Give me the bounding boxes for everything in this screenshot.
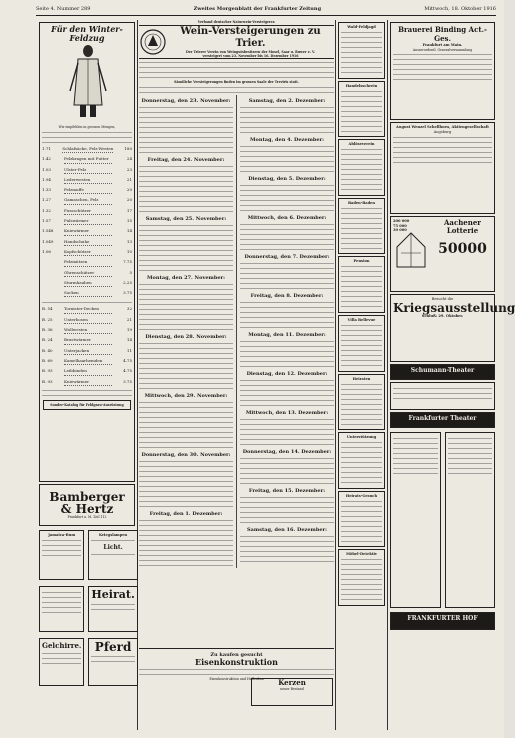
item-price: 4.75 xyxy=(123,368,132,374)
small-ad-title: Ablöseverein xyxy=(348,142,375,147)
price-row xyxy=(42,166,132,176)
exhibition-ad: Besucht die Kriegsausstellung Schluß: 29. Oktober. xyxy=(390,294,495,362)
item-number: 1.03 xyxy=(42,166,51,172)
brewery-ad: Brauerei Binding Act.-Ges. Frankfurt am Main. Ausserordentl. Generalversammlung xyxy=(390,22,495,120)
item-label: Unterhosen xyxy=(64,316,112,324)
purchase-headline: Eisenkonstruktion xyxy=(195,657,278,667)
item-number: 1.06 xyxy=(42,248,51,254)
newspaper-title: Zweites Morgenblatt der Frankfurter Zeitung xyxy=(193,6,322,12)
candle-ad: Kerzen neuer Bestand xyxy=(251,678,333,706)
wine-auction-notice xyxy=(139,20,334,730)
auction-date: Dienstag, den 12. Dezember: xyxy=(246,371,328,377)
price-row xyxy=(42,248,132,258)
item-label: Ohrenschützer xyxy=(64,269,112,277)
item-label: Leibbinden xyxy=(64,367,112,375)
item-price: 24 xyxy=(126,156,132,162)
item-label: Sturmhauben xyxy=(64,279,112,287)
item-price: 32 xyxy=(126,306,132,312)
item-label: Socken xyxy=(64,289,112,297)
small-ad xyxy=(338,198,385,255)
right-column xyxy=(389,20,515,730)
catalog-note: Sonder-Katalog für Feldgrau-Ausrüstung xyxy=(43,400,131,410)
item-label: Schlafsäcke, Pelz-Westen xyxy=(62,145,113,153)
auction-date: Freitag, den 24. November: xyxy=(147,157,225,163)
auction-date: Montag, den 11. Dezember: xyxy=(248,332,326,338)
misc-ad xyxy=(39,586,84,632)
item-number: B. 24 xyxy=(42,337,53,343)
item-price: 21 xyxy=(126,316,132,322)
auction-date: Freitag, den 15. Dezember: xyxy=(248,488,326,494)
item-number xyxy=(42,279,64,289)
item-price: 7.75 xyxy=(123,259,132,265)
auction-list-left xyxy=(139,95,233,568)
item-number xyxy=(42,289,64,299)
small-ad-title: Heirats-Gesuch xyxy=(345,493,378,498)
item-number: 1.27 xyxy=(42,197,51,203)
small-ad-title: Heiraten xyxy=(352,376,371,381)
auction-date: Mittwoch, den 29. November: xyxy=(144,393,228,399)
price-row xyxy=(42,378,132,388)
price-row xyxy=(42,227,132,237)
small-ad xyxy=(338,139,385,196)
item-price: 19 xyxy=(126,327,132,333)
price-row xyxy=(42,289,132,299)
item-price: 5 xyxy=(129,269,132,275)
item-number: 1.42 xyxy=(42,156,51,162)
augsburg-ad: August Wenzel Schellhorn, Aktiengesellschaft Augsburg xyxy=(390,122,495,214)
item-label: Wollwesten xyxy=(64,326,112,334)
item-number: 1.049 xyxy=(42,238,54,244)
lottery-ad: 200 000 75 000 30 000 Aachener Lotterie 50000 xyxy=(390,216,495,292)
small-ad xyxy=(338,256,385,313)
price-row xyxy=(42,196,132,206)
small-ad xyxy=(338,81,385,138)
winter-campaign-ad xyxy=(39,22,135,482)
auction-date: Montag, den 4. Dezember: xyxy=(249,137,325,143)
horse-ad: Pferd xyxy=(88,638,137,686)
auction-headline: Wein-Versteigerungen zu Trier. xyxy=(180,26,321,49)
price-list xyxy=(42,145,132,299)
small-ad xyxy=(338,22,385,79)
small-ad-title: Villa Bellevue xyxy=(347,317,376,322)
small-ad-title: Handelsschrein xyxy=(345,83,378,88)
price-row xyxy=(42,155,132,165)
item-label: Kamelhaarhemden xyxy=(64,357,112,365)
small-ad xyxy=(338,491,385,548)
auction-subhead: Der Trierer Verein von Weingutsbesitzern der Mosel, Saar u. Ruwer e. V. xyxy=(186,50,315,54)
auction-list-right xyxy=(240,95,334,568)
item-price: 180 xyxy=(124,146,132,151)
auction-date: Donnerstag, den 30. November: xyxy=(141,452,231,458)
item-label: Pelzmuffe xyxy=(64,186,112,194)
item-label: Tornister-Decken xyxy=(64,305,112,313)
item-price: 23 xyxy=(126,166,132,172)
item-number: B. 40 xyxy=(42,347,53,353)
purchase-title: Zu kaufen gesucht xyxy=(210,652,263,658)
auction-date: Samstag, den 2. Dezember: xyxy=(248,98,326,104)
auction-date: Montag, den 27. November: xyxy=(147,275,225,281)
auction-date: Samstag, den 16. Dezember: xyxy=(247,527,327,533)
price-row xyxy=(42,145,132,155)
rum-ad: Jamaica-Rum xyxy=(39,530,84,580)
soldier-illustration xyxy=(42,43,134,121)
ad-title: Für den Winter-Feldzug xyxy=(51,24,123,43)
trier-seal-icon xyxy=(139,28,167,56)
item-label: Lederwesten xyxy=(64,176,112,184)
item-label: Kniewärmer xyxy=(64,378,112,386)
item-number: B. 69 xyxy=(42,357,53,363)
item-price: 17 xyxy=(126,207,132,213)
issue-date: Mittwoch, 18. Oktober 1916 xyxy=(424,6,496,12)
item-label: Kopfschützer xyxy=(64,248,112,256)
item-number: B. 36 xyxy=(42,327,53,333)
brand-address: Frankfurt a. M. Zeil 112 xyxy=(67,515,107,519)
price-row xyxy=(42,357,132,367)
ad-intro: Wir empfehlen in grossen Mengen, xyxy=(58,125,116,129)
item-label: Handschuhe xyxy=(64,238,112,246)
item-number: 1.57 xyxy=(42,218,51,224)
item-number: 1.548 xyxy=(42,228,54,234)
hotel-banner: FRANKFURTER HOF xyxy=(390,612,495,630)
auction-date: Donnerstag, den 23. November: xyxy=(141,98,231,104)
price-row xyxy=(42,269,132,279)
item-label: Pelzmützen xyxy=(64,258,112,266)
item-label: Unterjacken xyxy=(64,347,112,355)
auction-date: Dienstag, den 28. November: xyxy=(145,334,227,340)
lamps-ad: Kriegslampen Licht. xyxy=(88,530,137,580)
price-row xyxy=(42,367,132,377)
auction-date: Donnerstag, den 14. Dezember: xyxy=(242,449,332,455)
item-label: Brustwärmer xyxy=(64,336,112,344)
item-number xyxy=(42,269,64,279)
item-label: Kniewärmer xyxy=(64,227,112,235)
small-ad-title: Baden-Baden xyxy=(347,200,376,205)
item-price: 14 xyxy=(126,337,132,343)
purchase-ad: Zu kaufen gesucht Eisenkonstruktion Eisenkonstruktion und Hallenbau xyxy=(139,648,334,681)
item-number: B. 54 xyxy=(42,306,53,312)
small-ad-title: Möbel-Detektiv xyxy=(346,552,377,557)
item-label: Ulster-Pelz xyxy=(64,166,112,174)
item-price: 11 xyxy=(126,347,132,353)
item-number: B. 93 xyxy=(42,368,53,374)
price-row xyxy=(42,326,132,336)
theater-listings xyxy=(389,430,496,610)
association-title: Verband deutscher Naturwein-Versteigerer. xyxy=(197,20,276,24)
price-row xyxy=(42,186,132,196)
item-number: B. 25 xyxy=(42,316,53,322)
auction-date: Freitag, den 8. Dezember: xyxy=(250,293,324,299)
price-row xyxy=(42,238,132,248)
item-price: 21 xyxy=(126,176,132,182)
item-number xyxy=(42,258,64,268)
small-ad-title: Wald-Feldjagd xyxy=(347,25,376,29)
item-price: 14 xyxy=(126,228,132,234)
small-ad xyxy=(338,432,385,489)
theater2-banner: Frankfurter Theater xyxy=(390,412,495,428)
small-ads-column xyxy=(337,20,386,730)
price-row xyxy=(42,176,132,186)
item-price: 3.75 xyxy=(123,290,132,296)
auction-date: Dienstag, den 5. Dezember: xyxy=(248,176,326,182)
item-price: 3.75 xyxy=(123,378,132,384)
item-price: 20 xyxy=(126,197,132,203)
item-number: 1.71 xyxy=(42,146,51,151)
left-column xyxy=(38,20,136,730)
small-ad xyxy=(338,549,385,606)
item-label: Pulswärmer xyxy=(64,217,112,225)
item-number: 1.32 xyxy=(42,207,51,213)
dishes-ad: Gelchirre. xyxy=(39,638,84,686)
auction-location: Sämtliche Versteigerungen finden im grossen Saale der Treviris statt. xyxy=(174,80,299,84)
small-ad xyxy=(338,374,385,431)
item-price: 15 xyxy=(126,218,132,224)
price-row xyxy=(42,258,132,268)
item-number: 1.33 xyxy=(42,187,51,193)
auction-date: Mittwoch, den 6. Dezember: xyxy=(247,215,327,221)
price-row xyxy=(42,347,132,357)
price-row xyxy=(42,336,132,346)
price-row xyxy=(42,279,132,289)
item-label: Pelzkragen mit Futter xyxy=(64,155,112,163)
item-number: B. 93 xyxy=(42,378,53,384)
item-price: 2.25 xyxy=(123,279,132,285)
marriage-ad: Heirat. xyxy=(88,586,137,632)
item-price: 4.75 xyxy=(123,357,132,363)
item-price: 10 xyxy=(126,248,132,254)
auction-date: Freitag, den 1. Dezember: xyxy=(149,511,223,517)
brand-name: Bamberger & Hertz xyxy=(49,490,125,516)
small-ad-title: Unterstützung xyxy=(346,435,377,440)
price-row xyxy=(42,207,132,217)
theater-listing xyxy=(390,382,495,410)
auction-date: Mittwoch, den 13. Dezember: xyxy=(245,410,329,416)
item-label: Fussschützer xyxy=(64,207,112,215)
header-rule xyxy=(36,15,496,16)
auction-dates: versteigert vom 23. November bis 16. Dezember 1916 xyxy=(202,54,299,58)
auction-date: Donnerstag, den 7. Dezember: xyxy=(244,254,330,260)
auction-date: Samstag, den 25. November: xyxy=(145,216,227,222)
column-divider xyxy=(387,20,388,730)
page-header xyxy=(36,4,496,14)
price-row xyxy=(42,316,132,326)
price-list-2 xyxy=(42,305,132,387)
price-row xyxy=(42,305,132,315)
page-number: Seite 4. Nummer 289 xyxy=(36,6,91,12)
theater-banner: Schumann-Theater xyxy=(390,364,495,380)
item-label: Gamaschen, Pelz xyxy=(64,196,112,204)
brand-ad xyxy=(39,484,135,526)
cathedral-icon xyxy=(393,233,429,267)
item-price: 20 xyxy=(126,187,132,193)
item-price: 13 xyxy=(126,238,132,244)
column-divider xyxy=(335,20,336,730)
small-ad-title: Pension xyxy=(353,259,370,264)
item-number: 1.94 xyxy=(42,176,51,182)
small-ad xyxy=(338,315,385,372)
small-ads-grid xyxy=(38,528,136,688)
price-row xyxy=(42,217,132,227)
